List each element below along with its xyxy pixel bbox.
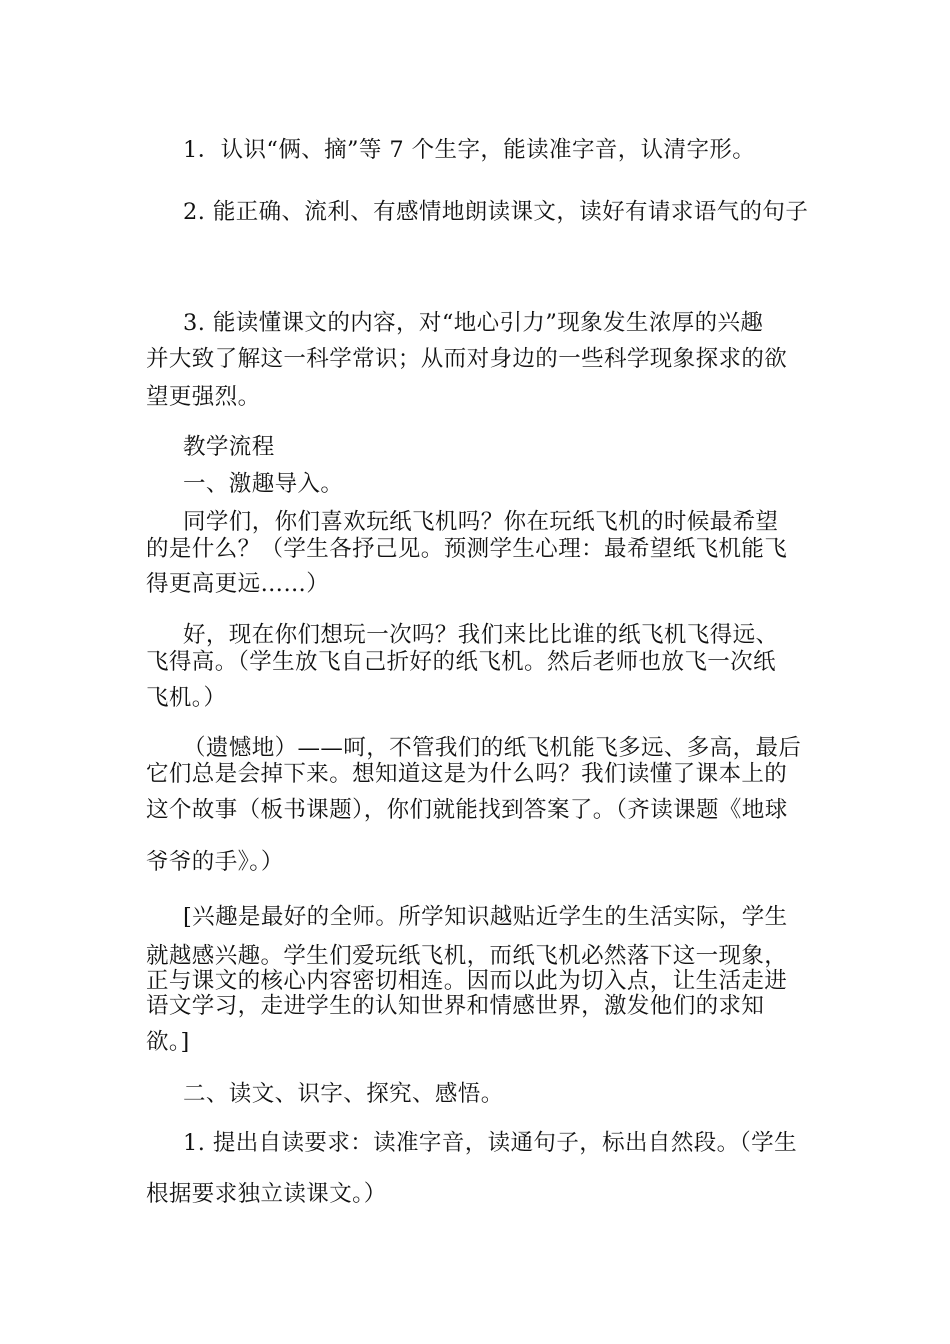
para-1-line-2: 的是什么？（学生各抒己见。预测学生心理：最希望纸飞机能飞 — [146, 536, 788, 562]
para-4-line-4: 语文学习，走进学生的认知世界和情感世界，激发他们的求知 — [146, 993, 765, 1019]
objective-3-line-3: 望更强烈。 — [146, 384, 261, 410]
para-1-line-1: 同学们，你们喜欢玩纸飞机吗？你在玩纸飞机的时候最希望 — [183, 509, 779, 535]
para-5-line-1: 1. 提出自读要求：读准字音，读通句子，标出自然段。（学生 — [183, 1130, 797, 1156]
objective-2: 2. 能正确、流利、有感情地朗读课文，读好有请求语气的句子 — [183, 199, 809, 225]
objective-3-line-2: 并大致了解这一科学常识；从而对身边的一些科学现象探求的欲 — [146, 346, 788, 372]
section-1-title: 一、激趣导入。 — [183, 471, 344, 497]
para-2-line-2: 飞得高。（学生放飞自己折好的纸飞机。然后老师也放飞一次纸 — [146, 649, 776, 675]
para-4-line-1: [兴趣是最好的全师。所学知识越贴近学生的生活实际，学生 — [183, 904, 788, 930]
teaching-flow-title: 教学流程 — [183, 434, 275, 460]
objective-3-line-1: 3. 能读懂课文的内容，对“地心引力”现象发生浓厚的兴趣 — [183, 310, 764, 336]
para-3-line-4: 爷爷的手》。） — [146, 849, 284, 875]
para-3-line-2: 它们总是会掉下来。想知道这是为什么吗？我们读懂了课本上的 — [146, 761, 788, 787]
para-5-line-2: 根据要求独立读课文。） — [146, 1181, 387, 1207]
para-1-line-3: 得更高更远……） — [146, 571, 330, 597]
section-2-title: 二、读文、识字、探究、感悟。 — [183, 1081, 504, 1107]
para-3-line-1: （遗憾地）——呵，不管我们的纸飞机能飞多远、多高，最后 — [183, 735, 802, 761]
objective-1: 1．认识“俩、摘”等 7 个生字，能读准字音，认清字形。 — [183, 137, 756, 163]
para-2-line-1: 好，现在你们想玩一次吗？我们来比比谁的纸飞机飞得远、 — [183, 622, 779, 648]
para-4-line-5: 欲。] — [146, 1029, 190, 1055]
para-4-line-3: 正与课文的核心内容密切相连。因而以此为切入点，让生活走进 — [146, 968, 788, 994]
para-4-line-2: 就越感兴趣。学生们爱玩纸飞机，而纸飞机必然落下这一现象， — [146, 943, 788, 969]
para-3-line-3: 这个故事（板书课题），你们就能找到答案了。（齐读课题《地球 — [146, 797, 788, 823]
para-2-line-3: 飞机。） — [146, 685, 227, 711]
